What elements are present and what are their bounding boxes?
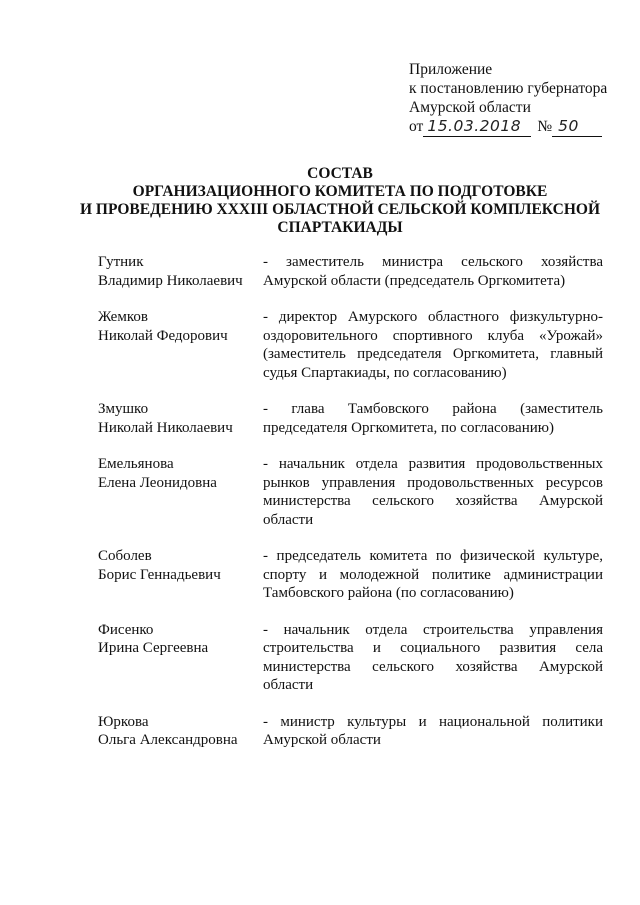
handwritten-date: 15.03.2018 <box>423 117 531 137</box>
member-name <box>98 253 263 290</box>
member-given-name: Ирина Сергеевна <box>98 640 209 656</box>
member-role: - начальник отдела строительства управления строительства и социального развития села министерства сельского хозяйства Амурской области <box>263 621 603 693</box>
member-name <box>98 400 263 437</box>
member-given-name: Ольга Александровна <box>98 732 238 748</box>
member-entry <box>98 621 603 695</box>
member-surname: Гутник <box>98 254 144 270</box>
member-surname: Емельянова <box>98 456 174 472</box>
heading-line-1: СОСТАВ <box>307 165 373 182</box>
handwritten-number: 50 <box>552 117 602 137</box>
member-name <box>98 621 263 695</box>
member-given-name: Николай Николаевич <box>98 419 233 436</box>
member-name <box>98 308 263 382</box>
member-name <box>98 547 263 603</box>
appendix-region: Амурской области <box>409 99 531 116</box>
member-role: - глава Тамбовского района (заместитель председателя Оргкомитета, по согласованию) <box>263 401 603 436</box>
member-surname: Змушко <box>98 401 149 417</box>
document-heading <box>60 165 620 237</box>
member-entry <box>98 253 603 290</box>
member-surname: Соболев <box>98 548 152 564</box>
member-surname: Жемков <box>98 309 148 325</box>
committee-member-list <box>98 253 603 768</box>
appendix-title: Приложение <box>409 61 493 78</box>
member-surname: Юркова <box>98 713 149 730</box>
member-entry <box>98 308 603 382</box>
appendix-block <box>409 60 619 137</box>
member-role: - начальник отдела развития продовольственных рынков управления продовольственных ресурсов министерства сельского хозяйства Амурской области <box>263 456 603 528</box>
member-entry <box>98 547 603 603</box>
heading-line-2: ОРГАНИЗАЦИОННОГО КОМИТЕТА ПО ПОДГОТОВКЕ <box>132 183 548 200</box>
date-prefix: от <box>409 118 424 135</box>
member-entry <box>98 455 603 529</box>
appendix-reference: к постановлению губернатора <box>409 80 608 97</box>
member-given-name: Елена Леонидовна <box>98 474 217 491</box>
date-number-row <box>409 117 619 137</box>
member-name <box>98 455 263 529</box>
member-name <box>98 713 263 750</box>
member-given-name: Борис Геннадьевич <box>98 566 221 583</box>
heading-line-3: И ПРОВЕДЕНИЮ XXXIII ОБЛАСТНОЙ СЕЛЬСКОЙ КОМПЛЕКСНОЙ <box>79 201 601 218</box>
heading-line-4: СПАРТАКИАДЫ <box>277 219 403 236</box>
member-role: - директор Амурского областного физкультурно-оздоровительного спортивного клуба «Урожай» (заместитель председателя Оргкомитета, главный судья Спартакиады, по согласованию) <box>263 309 603 381</box>
number-label: № <box>537 118 553 135</box>
member-entry <box>98 400 603 437</box>
member-role: - заместитель министра сельского хозяйства Амурской области (председатель Оргкомитета) <box>263 254 603 289</box>
member-given-name: Николай Федорович <box>98 327 228 344</box>
member-surname: Фисенко <box>98 621 154 638</box>
member-role: - министр культуры и национальной политики Амурской области <box>263 713 603 748</box>
member-given-name: Владимир Николаевич <box>98 272 243 289</box>
member-entry <box>98 713 603 750</box>
member-role: - председатель комитета по физической культуре, спорту и молодежной политике администрации Тамбовского района (по согласованию) <box>263 548 603 601</box>
